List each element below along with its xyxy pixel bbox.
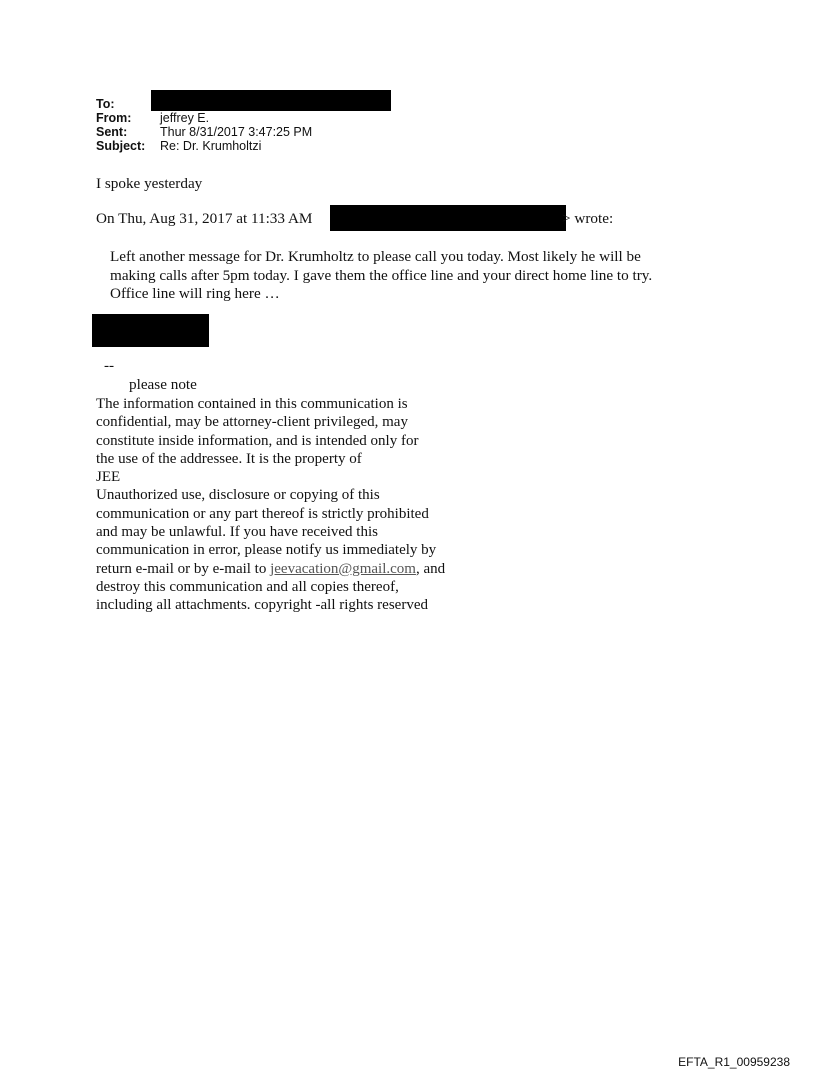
attribution-line xyxy=(96,210,312,228)
sent-label: Sent: xyxy=(96,125,128,139)
quoted-line: Office line will ring here … xyxy=(110,285,280,302)
disclaimer-line: the use of the addressee. It is the property of xyxy=(96,450,362,467)
to-row xyxy=(96,97,391,111)
to-label: To: xyxy=(96,97,115,111)
confidentiality-disclaimer xyxy=(96,395,445,615)
disclaimer-line: communication in error, please notify us immediately by xyxy=(96,542,437,559)
from-row xyxy=(96,111,391,125)
disclaimer-line: Unauthorized use, disclosure or copying of this xyxy=(96,487,380,504)
subject-value: Re: Dr. Krumholtzi xyxy=(160,139,262,153)
disclaimer-line: JEE xyxy=(96,469,121,486)
disclaimer-line: confidential, may be attorney-client privileged, may xyxy=(96,414,408,431)
attribution-suffix: > wrote: xyxy=(562,210,614,227)
email-line-prefix: return e-mail or by e-mail to xyxy=(96,560,271,577)
email-header xyxy=(96,97,391,153)
disclaimer-line: The information contained in this communication is xyxy=(96,396,408,412)
quoted-message xyxy=(110,248,652,304)
sent-value: Thur 8/31/2017 3:47:25 PM xyxy=(160,125,313,139)
document-id: EFTA_R1_00959238 xyxy=(678,1055,790,1069)
disclaimer-email-line xyxy=(96,560,445,578)
redacted-signature-block xyxy=(92,314,209,347)
subject-row xyxy=(96,139,391,153)
signature-separator: -- xyxy=(104,357,115,374)
disclaimer-line: destroy this communication and all copies thereof, xyxy=(96,578,399,595)
signature-note: please note xyxy=(129,376,197,393)
quoted-line: making calls after 5pm today. I gave them the office line and your direct home line to try. xyxy=(110,266,653,284)
quoted-line: Left another message for Dr. Krumholtz to please call you today. Most likely he will be xyxy=(110,248,641,265)
email-link[interactable]: jeevacation@gmail.com xyxy=(270,560,416,577)
disclaimer-line: communication or any part thereof is strictly prohibited xyxy=(96,505,429,522)
email-line-suffix: , and xyxy=(415,560,446,577)
from-label: From: xyxy=(96,111,132,125)
redacted-sender xyxy=(330,205,566,231)
attribution-prefix: On Thu, Aug 31, 2017 at 11:33 AM xyxy=(96,210,313,227)
sent-row xyxy=(96,125,391,139)
disclaimer-line: constitute inside information, and is intended only for xyxy=(96,432,419,449)
disclaimer-line: and may be unlawful. If you have received this xyxy=(96,524,378,541)
from-value: jeffrey E. xyxy=(160,111,210,125)
subject-label: Subject: xyxy=(96,139,146,153)
reply-text: I spoke yesterday xyxy=(96,175,203,192)
disclaimer-line: including all attachments. copyright -all rights reserved xyxy=(96,597,428,614)
redacted-recipient xyxy=(151,90,391,111)
